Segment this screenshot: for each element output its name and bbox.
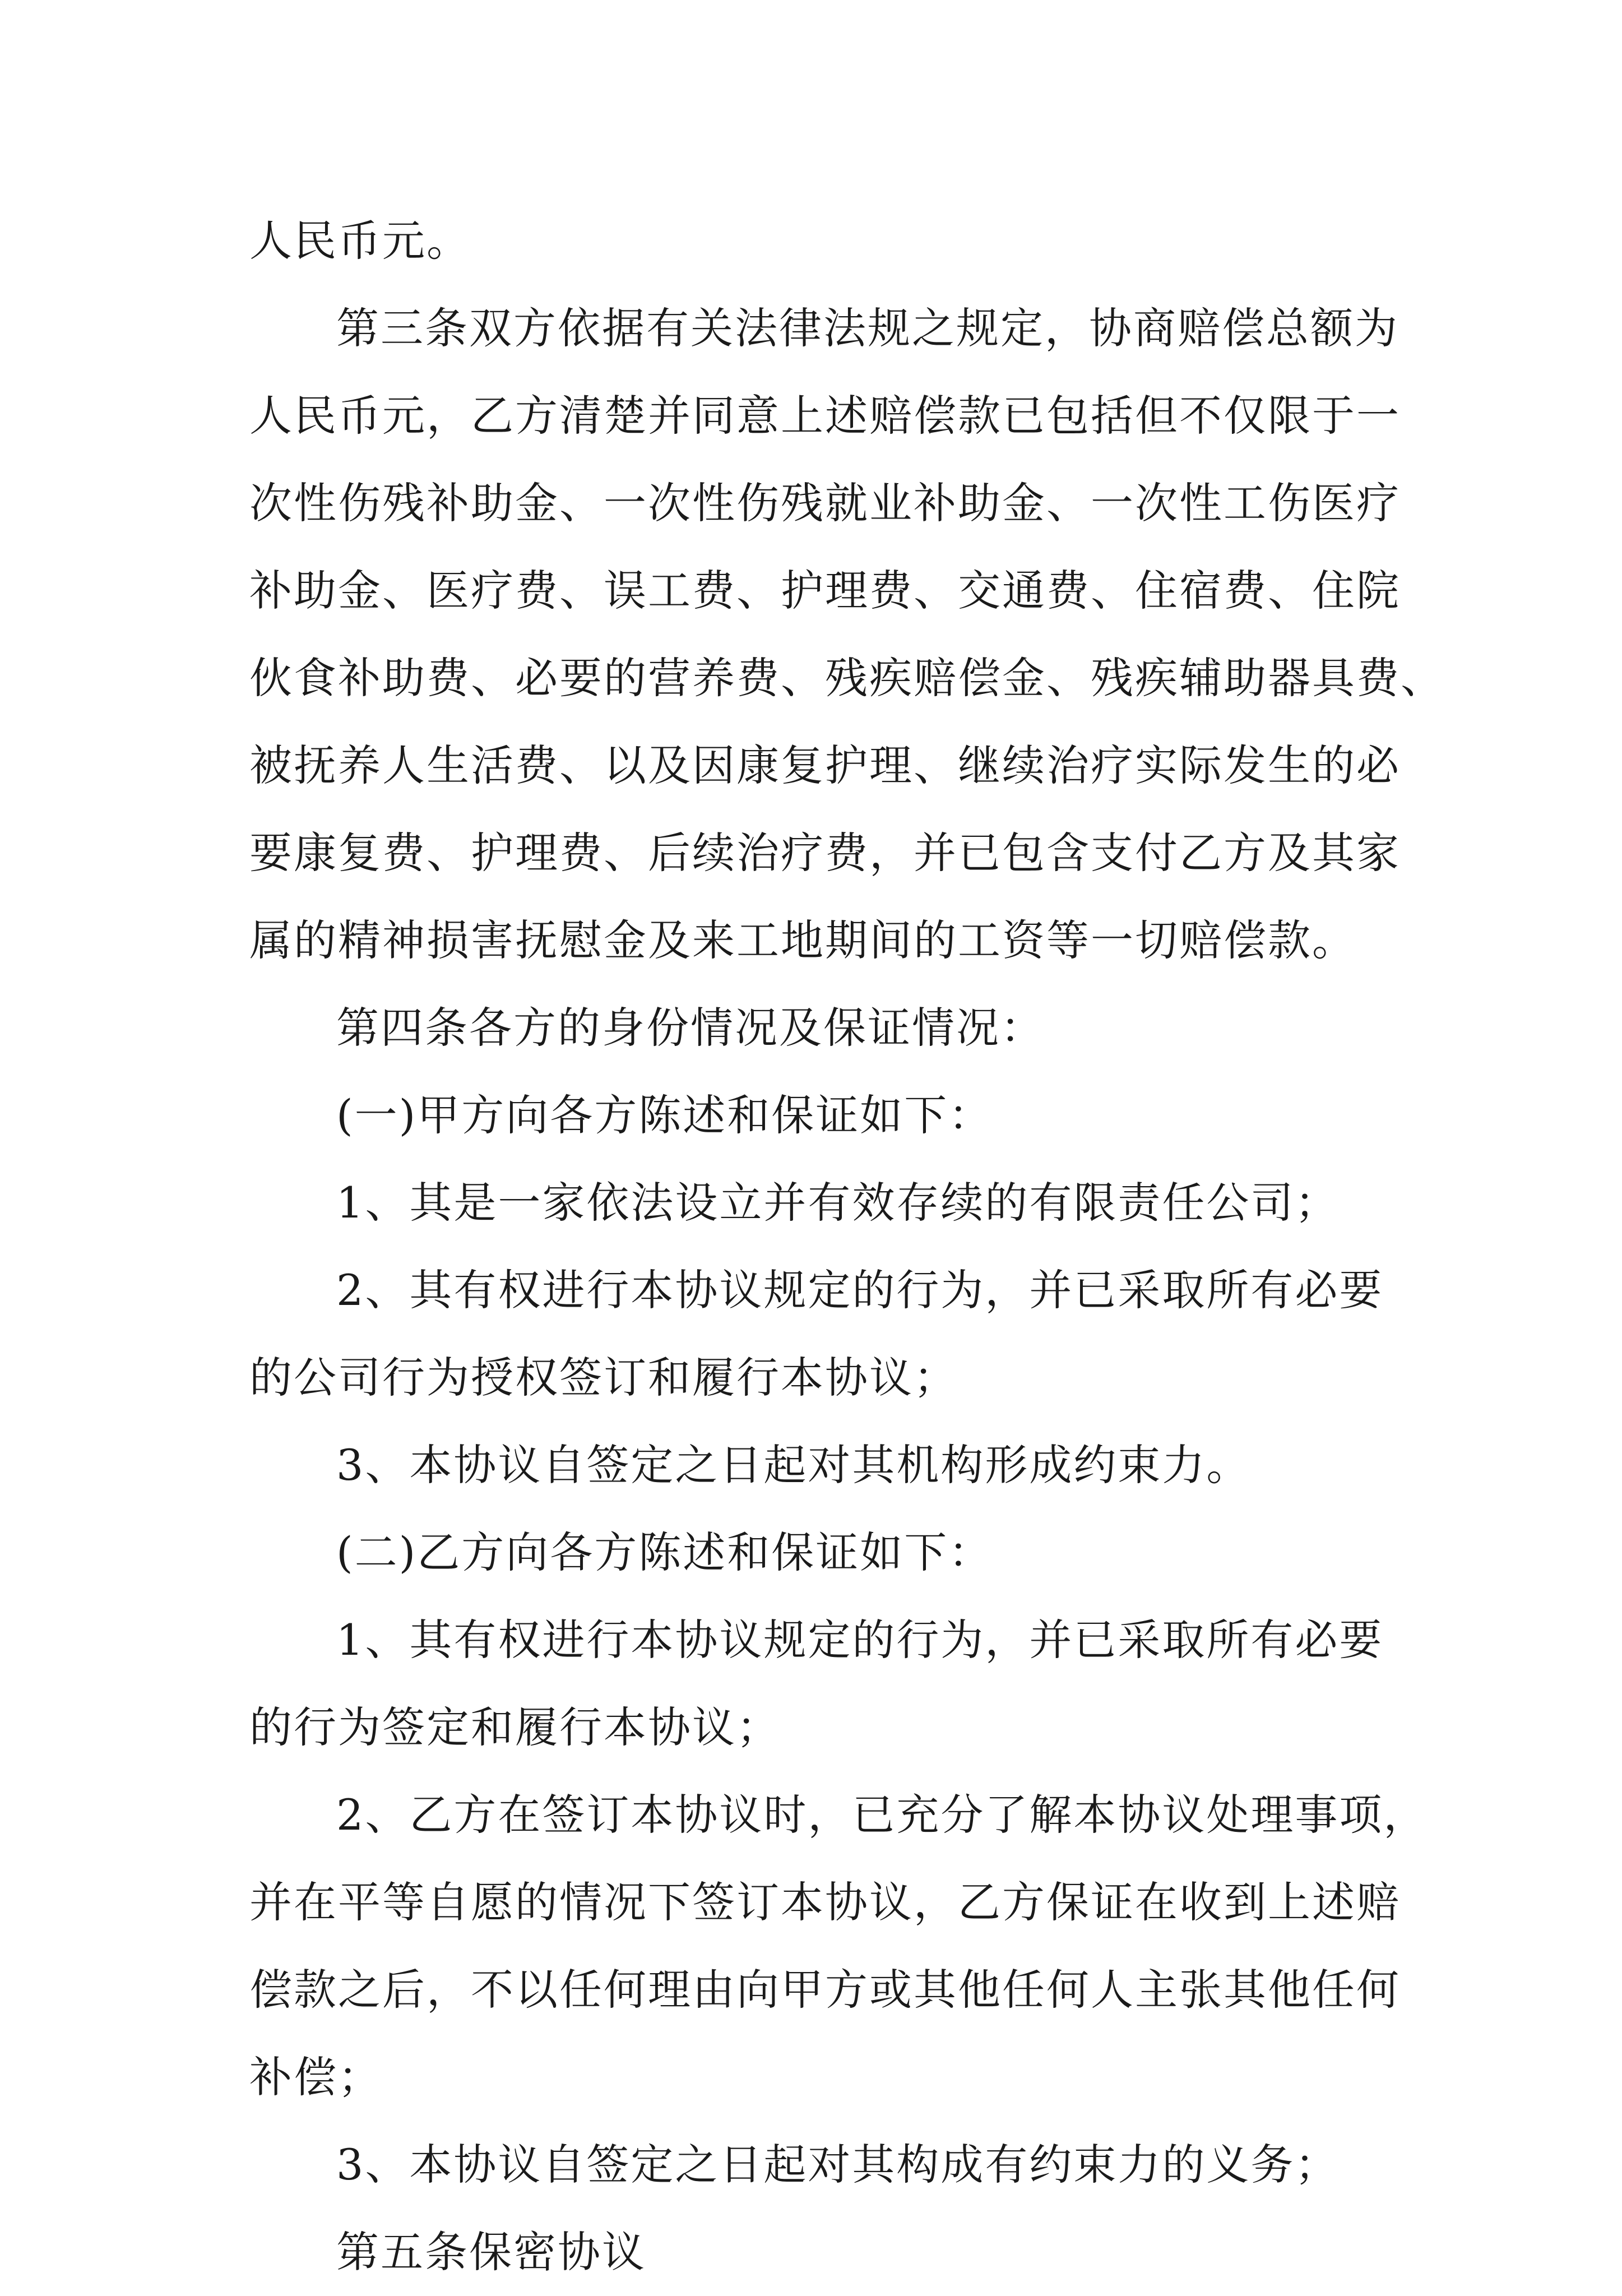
- paragraph-party-b-item-1: [249, 1596, 1387, 1771]
- document-body: [249, 197, 1445, 2296]
- text-line: 第三条双方依据有关法律法规之规定，协商赔偿总额为: [336, 303, 1399, 353]
- paragraph-party-b-heading: [249, 1509, 1387, 1596]
- text-line: 3、本协议自签定之日起对其构成有约束力的义务；: [336, 2140, 1340, 2189]
- text-line: 2、其有权进行本协议规定的行为，并已采取所有必要: [336, 1265, 1384, 1315]
- text-line: 1、其有权进行本协议规定的行为，并已采取所有必要: [336, 1615, 1384, 1665]
- paragraph-article-3: [249, 285, 1445, 984]
- paragraph-party-b-item-2: [249, 1771, 1428, 2121]
- text-line: 第四条各方的身份情况及保证情况：: [336, 1003, 1045, 1053]
- paragraph-party-a-heading: [249, 1072, 1387, 1159]
- text-line: (二)乙方向各方陈述和保证如下：: [336, 1527, 993, 1577]
- text-line: 伙食补助费、必要的营养费、残疾赔偿金、残疾辅助器具费、: [249, 653, 1445, 703]
- text-line: (一)甲方向各方陈述和保证如下：: [336, 1090, 993, 1140]
- text-line: 补偿；: [249, 2052, 382, 2102]
- text-line: 次性伤残补助金、一次性伤残就业补助金、一次性工伤医疗: [249, 478, 1401, 528]
- text-line: 人民币元，乙方清楚并同意上述赔偿款已包括但不仅限于一: [249, 391, 1401, 441]
- paragraph-article-4-heading: [249, 984, 1387, 1072]
- paragraph-party-b-item-3: [249, 2121, 1387, 2209]
- text-line: 偿款之后，不以任何理由向甲方或其他任何人主张其他任何: [249, 1965, 1401, 2015]
- text-line: 补助金、医疗费、误工费、护理费、交通费、住宿费、住院: [249, 566, 1401, 615]
- text-line: 第五条保密协议: [336, 2227, 646, 2277]
- text-line: 1、其是一家依法设立并有效存续的有限责任公司；: [336, 1178, 1340, 1228]
- paragraph-continuation: [249, 197, 1387, 285]
- text-line: 属的精神损害抚慰金及来工地期间的工资等一切赔偿款。: [249, 915, 1356, 965]
- paragraph-party-a-item-3: [249, 1422, 1387, 1509]
- text-line: 的公司行为授权签订和履行本协议；: [249, 1353, 958, 1402]
- paragraph-party-a-item-1: [249, 1159, 1387, 1247]
- paragraph-article-5-heading: [249, 2209, 1387, 2296]
- text-line: 要康复费、护理费、后续治疗费，并已包含支付乙方及其家: [249, 828, 1401, 878]
- paragraph-party-a-item-2: [249, 1247, 1387, 1422]
- text-line: 并在平等自愿的情况下签订本协议，乙方保证在收到上述赔: [249, 1877, 1401, 1927]
- text-line: 3、本协议自签定之日起对其机构形成约束力。: [336, 1440, 1251, 1490]
- text-line: 被抚养人生活费、以及因康复护理、继续治疗实际发生的必: [249, 740, 1401, 790]
- text-line: 的行为签定和履行本协议；: [249, 1702, 781, 1752]
- text-line: 2、乙方在签订本协议时，已充分了解本协议处理事项，: [336, 1790, 1428, 1840]
- text-line: 人民币元。: [249, 216, 471, 266]
